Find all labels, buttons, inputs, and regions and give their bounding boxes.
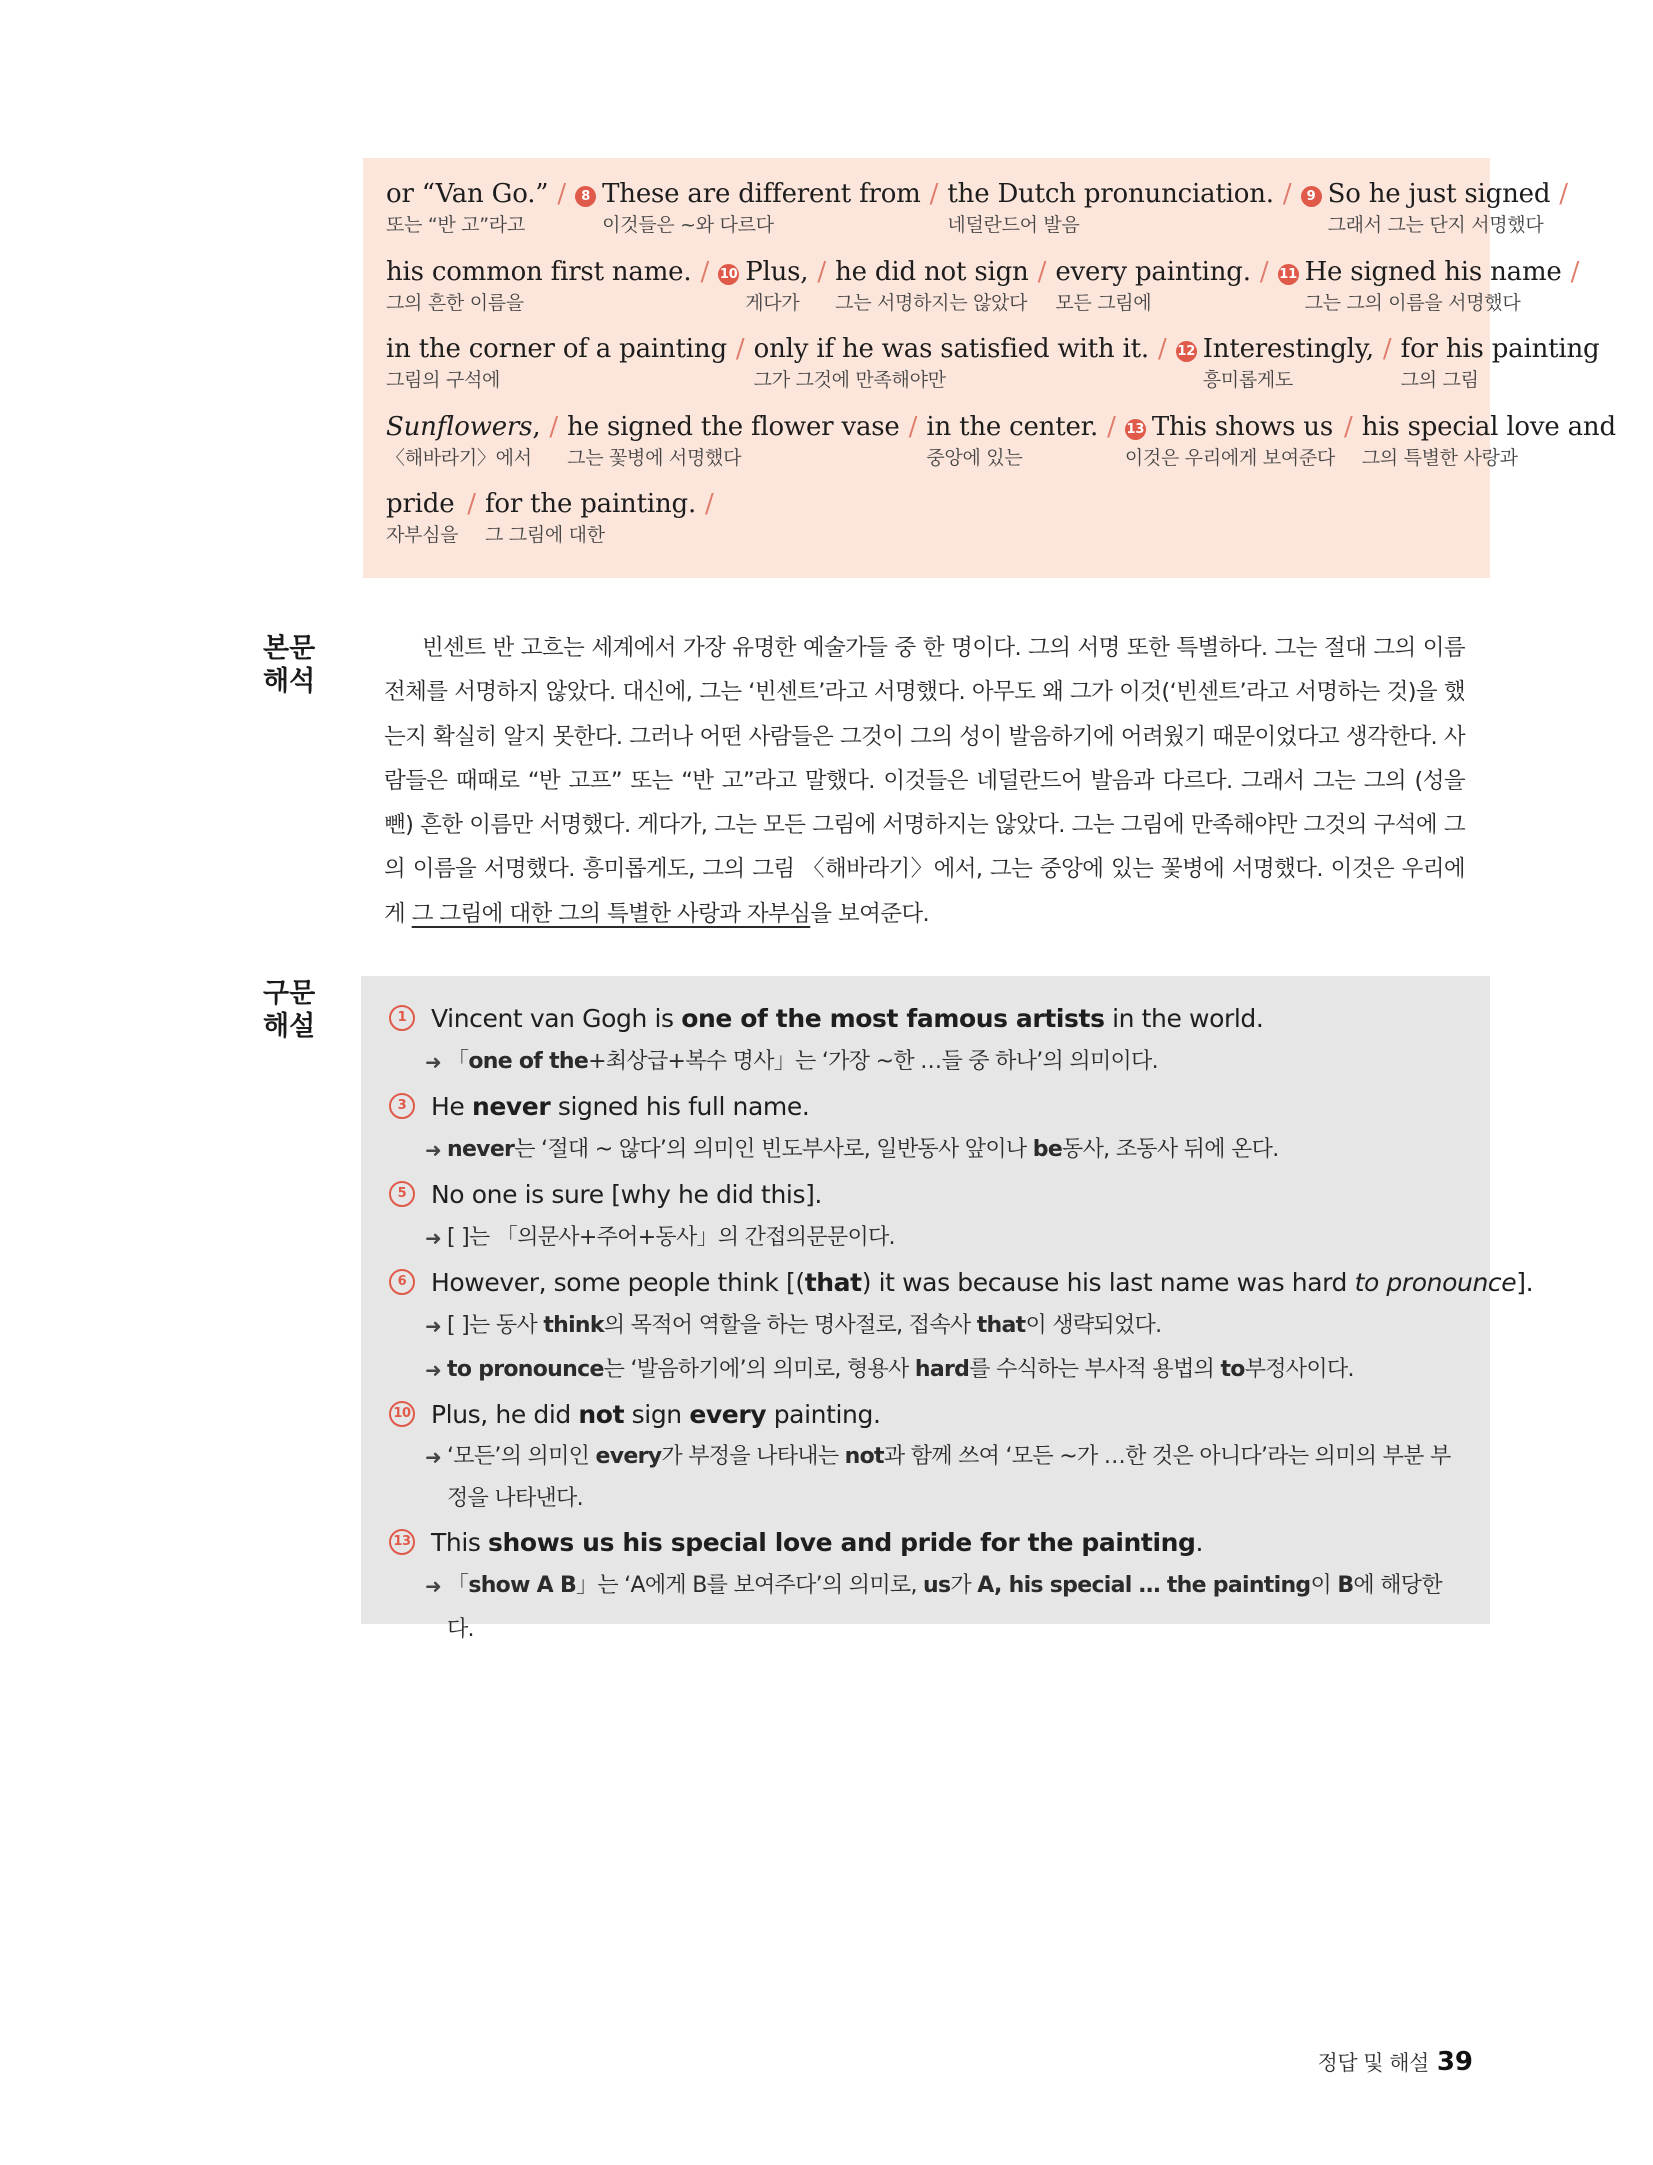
chunk	[1055, 256, 1250, 317]
arrow-right-icon: ➜	[425, 1138, 442, 1162]
arrow-right-icon: ➜	[425, 1226, 442, 1250]
note-keyword: to	[1220, 1357, 1245, 1382]
chunk	[386, 178, 548, 239]
chunk-english: his common first name.	[386, 256, 692, 287]
chunk-korean: 게다가	[745, 291, 800, 314]
sentence-number-ring: 13	[389, 1529, 415, 1555]
sentence-number-badge: 11	[1278, 264, 1299, 285]
chunk-english: his special love and	[1361, 411, 1616, 442]
note-text: 는 ‘발음하기에’의 의미로, 형용사	[603, 1357, 915, 1382]
note-text: 에 해당한다.	[447, 1573, 1442, 1642]
chunk-korean: 이것들은 ~와 다르다	[602, 214, 774, 236]
sentence-text: ].	[1516, 1267, 1534, 1297]
chunk-english: or “Van Go.”	[386, 179, 549, 209]
chunk-divider: /	[1037, 256, 1047, 287]
chunk-line	[386, 178, 1569, 256]
sentence-italic: to pronounce	[1354, 1267, 1517, 1297]
chunk-divider: /	[735, 334, 745, 364]
sentence-number-ring: 10	[389, 1401, 415, 1427]
note-keyword: hard	[914, 1357, 970, 1382]
chunk	[1301, 178, 1551, 239]
sentence-text: in the world.	[1104, 1003, 1264, 1033]
chunk-english: This shows us	[1151, 411, 1333, 442]
sentence-number-ring: 6	[389, 1269, 415, 1295]
sentence-text: He	[431, 1091, 472, 1121]
arrow-right-icon: ➜	[425, 1445, 442, 1469]
chunk-korean: 그의 흔한 이름을	[386, 291, 524, 314]
grammar-sentence	[389, 1260, 1534, 1304]
chunk	[835, 256, 1028, 317]
page-number: 39	[1436, 2047, 1473, 2077]
section-label-line: 본문	[263, 633, 316, 664]
chunk-divider: /	[1157, 334, 1167, 364]
note-keyword: one of the	[468, 1049, 589, 1074]
sentence-highlight: one of the most famous artists	[681, 1003, 1105, 1033]
chunk-divider: /	[1570, 256, 1580, 287]
grammar-note	[389, 1564, 1466, 1652]
chunk-english: ,	[532, 411, 541, 442]
chunk-english: He signed his name	[1304, 256, 1562, 287]
chunk-english: in the corner of a painting	[386, 334, 727, 364]
chunk	[1401, 333, 1600, 394]
note-text: 이	[1310, 1573, 1338, 1598]
chunk-divider: /	[549, 411, 559, 442]
chunk-korean: 또는 “반 고”라고	[386, 214, 525, 236]
grammar-note	[389, 1216, 1466, 1260]
translation-paragraph	[384, 626, 1465, 936]
grammar-sentence	[389, 1392, 1466, 1436]
chunk-english: for the painting.	[484, 489, 697, 519]
chunk-korean: 그는 그의 이름을 서명했다	[1304, 291, 1521, 314]
chunk-korean: 이것은 우리에게 보여준다	[1124, 446, 1335, 469]
sentence-highlight: never	[471, 1091, 551, 1121]
grammar-sentence	[389, 996, 1466, 1040]
chunk-divider: /	[1343, 411, 1353, 442]
sentence-text: ) it was because his last name was hard	[861, 1267, 1355, 1297]
arrow-right-icon: ➜	[425, 1358, 442, 1382]
chunk-divider: /	[557, 179, 567, 209]
chunk-english: Plus,	[745, 256, 809, 287]
sentence-number-ring: 3	[389, 1093, 415, 1119]
sentence-text: Plus, he did	[431, 1399, 579, 1429]
sentence-highlight: every	[689, 1399, 767, 1429]
grammar-note	[389, 1304, 1466, 1348]
sentence-number-badge: 9	[1301, 186, 1322, 207]
sentence-number-badge: 12	[1176, 341, 1197, 362]
note-keyword: not	[844, 1444, 884, 1469]
chunk-english: So he just signed	[1327, 179, 1551, 209]
sentence-highlight: shows us his special love and pride for the painting	[488, 1527, 1196, 1557]
note-text: 가 부정을 나타내는	[661, 1444, 845, 1469]
arrow-right-icon: ➜	[425, 1574, 442, 1598]
translation-text: 빈센트 반 고흐는 세계에서 가장 유명한 예술가들 중 한 명이다. 그의 서명 또한 특별하다. 그는 절대 그의 이름 전체를 서명하지 않았다. 대신에, 그는 ‘빈센트’라고 서명했다. 아무도 왜 그가 이것(‘빈센트’라고 서명하는 것)을 했는지 확실히 알지 못한다. 그러나 어떤 사람들은 그것이 그의 성이 발음하기에 어려웠기 때문이었다고 생각한다. 사람들은 때때로 “반 고프” 또는 “반 고”라고 말했다. 이것들은 네덜란드어 발음과 다르다. 그래서 그는 그의 (성을 뺀) 흔한 이름만 서명했다. 게다가, 그는 모든 그림에 서명하지는 않았다. 그는 그림에 만족해야만 그것의 구석에 그의 이름을 서명했다. 흥미롭게도, 그의 그림 〈해바라기〉에서, 그는 중앙에 있는 꽃병에 서명했다. 이것은 우리에게	[384, 635, 1465, 927]
note-keyword: show A B	[468, 1573, 577, 1598]
note-text: 「	[447, 1049, 469, 1074]
note-keyword: never	[447, 1137, 515, 1162]
chunk-english: he did not sign	[835, 256, 1029, 287]
chunk-english: only if he was satisfied with it.	[753, 334, 1149, 364]
chunk-korean: 흥미롭게도	[1202, 369, 1293, 391]
chunk-divider: /	[929, 179, 939, 209]
sentence-text: sign	[624, 1399, 690, 1429]
sentence-text: Vincent van Gogh is	[431, 1003, 682, 1033]
chunk	[754, 333, 1149, 394]
chunk-divider: /	[908, 411, 918, 442]
note-keyword: to pronounce	[447, 1357, 604, 1382]
chunk-korean: 그래서 그는 단지 서명했다	[1327, 214, 1544, 236]
chunk-korean: 그는 서명하지는 않았다	[835, 291, 1028, 314]
chunk-line	[386, 256, 1580, 334]
chunk-korean: 중앙에 있는	[926, 446, 1023, 469]
note-text: +최상급+복수 명사」는 ‘가장 ~한 …들 중 하나’의 의미이다.	[588, 1049, 1158, 1074]
note-text: 동사, 조동사 뒤에 온다.	[1062, 1137, 1279, 1162]
chunk-reading-box	[363, 158, 1616, 578]
chunk-divider: /	[700, 256, 710, 287]
sentence-text: signed his full name.	[550, 1091, 810, 1121]
note-text: 부정사이다.	[1244, 1357, 1354, 1382]
footer-label: 정답 및 해설	[1317, 2051, 1429, 2075]
section-label-line: 해석	[263, 666, 316, 697]
chunk	[567, 411, 899, 472]
note-text: [ ]는 동사	[447, 1313, 544, 1338]
chunk-divider: /	[1559, 179, 1569, 209]
note-keyword: think	[543, 1313, 604, 1338]
sentence-text: painting.	[766, 1399, 881, 1429]
note-keyword: B	[1337, 1573, 1354, 1598]
note-text: 를 수식하는 부사적 용법의	[969, 1357, 1221, 1382]
chunk-korean: 그의 특별한 사랑과	[1361, 446, 1518, 469]
note-text: 」는 ‘A에게 B를 보여주다’의 의미로,	[576, 1573, 924, 1598]
chunk-korean: 그의 그림	[1400, 369, 1479, 391]
note-text: [ ]는 「의문사+주어+동사」의 간접의문문이다.	[447, 1225, 895, 1250]
grammar-note	[389, 1348, 1466, 1392]
chunk-divider: /	[1107, 411, 1116, 442]
sentence-highlight: that	[804, 1267, 862, 1297]
chunk	[1362, 411, 1616, 472]
sentence-text: However, some people think [(	[431, 1267, 805, 1297]
chunk-line	[386, 488, 1466, 566]
chunk-english: in the center.	[926, 411, 1099, 442]
chunk-divider: /	[705, 489, 714, 519]
chunk	[718, 256, 808, 317]
note-text: 「	[447, 1573, 469, 1598]
sentence-text: No one is sure [why he did this].	[431, 1179, 822, 1209]
chunk-english-title: Sunflowers	[386, 411, 533, 442]
chunk-korean: 그가 그것에 만족해야만	[753, 369, 946, 391]
chunk-korean: 〈해바라기〉에서	[386, 446, 532, 469]
chunk-divider: /	[1382, 334, 1392, 364]
chunk-line	[386, 333, 1600, 411]
chunk-english: These are different from	[602, 179, 921, 209]
chunk-divider: /	[817, 256, 827, 287]
sentence-number-badge: 10	[718, 264, 739, 285]
note-keyword: every	[595, 1444, 662, 1469]
chunk-divider: /	[1259, 256, 1269, 287]
note-text: 가	[950, 1573, 978, 1598]
sentence-text: .	[1195, 1527, 1204, 1557]
page-footer	[1318, 2047, 1473, 2077]
note-keyword: us	[923, 1573, 951, 1598]
translation-underlined-text: 그 그림에 대한 그의 특별한 사랑과 자부심	[411, 900, 811, 927]
arrow-right-icon: ➜	[425, 1050, 442, 1074]
chunk	[1278, 256, 1562, 317]
chunk	[926, 411, 1098, 472]
chunk	[386, 333, 727, 394]
chunk-korean: 네덜란드어 발음	[947, 214, 1080, 236]
note-keyword: A, his special … the painting	[977, 1573, 1311, 1598]
sentence-number-badge: 8	[575, 186, 596, 207]
chunk-english: for his painting	[1400, 334, 1600, 364]
section-label-line: 구문	[263, 978, 316, 1009]
chunk	[1125, 411, 1335, 472]
chunk	[386, 256, 691, 317]
sentence-number-ring: 5	[389, 1181, 415, 1207]
sentence-text: This	[431, 1527, 489, 1557]
section-label-line: 해설	[263, 1011, 316, 1042]
note-text: ‘모든’의 의미인	[447, 1444, 596, 1469]
note-keyword: be	[1032, 1137, 1063, 1162]
section-label-translation	[263, 632, 323, 698]
chunk	[575, 178, 920, 239]
translation-text-end: 을 보여준다.	[810, 900, 930, 927]
section-label-grammar	[263, 977, 323, 1043]
chunk-english: pride	[386, 489, 455, 519]
chunk-english: the Dutch pronunciation.	[947, 179, 1274, 209]
sentence-number-ring: 1	[389, 1005, 415, 1031]
chunk-english: every painting.	[1055, 256, 1251, 287]
grammar-note	[389, 1436, 1466, 1520]
chunk-divider: /	[467, 489, 476, 519]
grammar-sentence	[389, 1172, 1466, 1216]
chunk-korean: 자부심을	[386, 524, 459, 546]
chunk-english: Interestingly,	[1202, 334, 1374, 364]
grammar-explanation-box	[361, 976, 1534, 1642]
grammar-note	[389, 1128, 1466, 1172]
note-keyword: that	[976, 1313, 1026, 1338]
chunk	[386, 411, 540, 472]
sentence-number-badge: 13	[1125, 419, 1146, 440]
chunk	[947, 178, 1273, 239]
chunk-korean: 그는 꽃병에 서명했다	[567, 446, 742, 469]
sentence-highlight: not	[578, 1399, 625, 1429]
grammar-sentence	[389, 1520, 1466, 1564]
chunk-korean: 그 그림에 대한	[484, 524, 605, 546]
chunk-divider: /	[1282, 179, 1292, 209]
note-text: 는 ‘절대 ~ 않다’의 의미인 빈도부사로, 일반동사 앞이나	[514, 1137, 1033, 1162]
note-text: 과 함께 쓰여 ‘모든 ~가 …한 것은 아니다’라는 의미의 부분 부정을 나타낸다.	[447, 1444, 1451, 1511]
grammar-note	[389, 1040, 1466, 1084]
chunk	[386, 488, 458, 549]
grammar-sentence	[389, 1084, 1466, 1128]
arrow-right-icon: ➜	[425, 1314, 442, 1338]
chunk-line	[386, 411, 1616, 489]
note-text: 이 생략되었다.	[1025, 1313, 1162, 1338]
chunk	[1176, 333, 1374, 394]
chunk-english: he signed the flower vase	[567, 411, 900, 442]
note-text: 의 목적어 역할을 하는 명사절로, 접속사	[603, 1313, 977, 1338]
chunk	[485, 488, 696, 549]
chunk-korean: 그림의 구석에	[386, 369, 501, 391]
chunk-korean: 모든 그림에	[1055, 291, 1152, 314]
